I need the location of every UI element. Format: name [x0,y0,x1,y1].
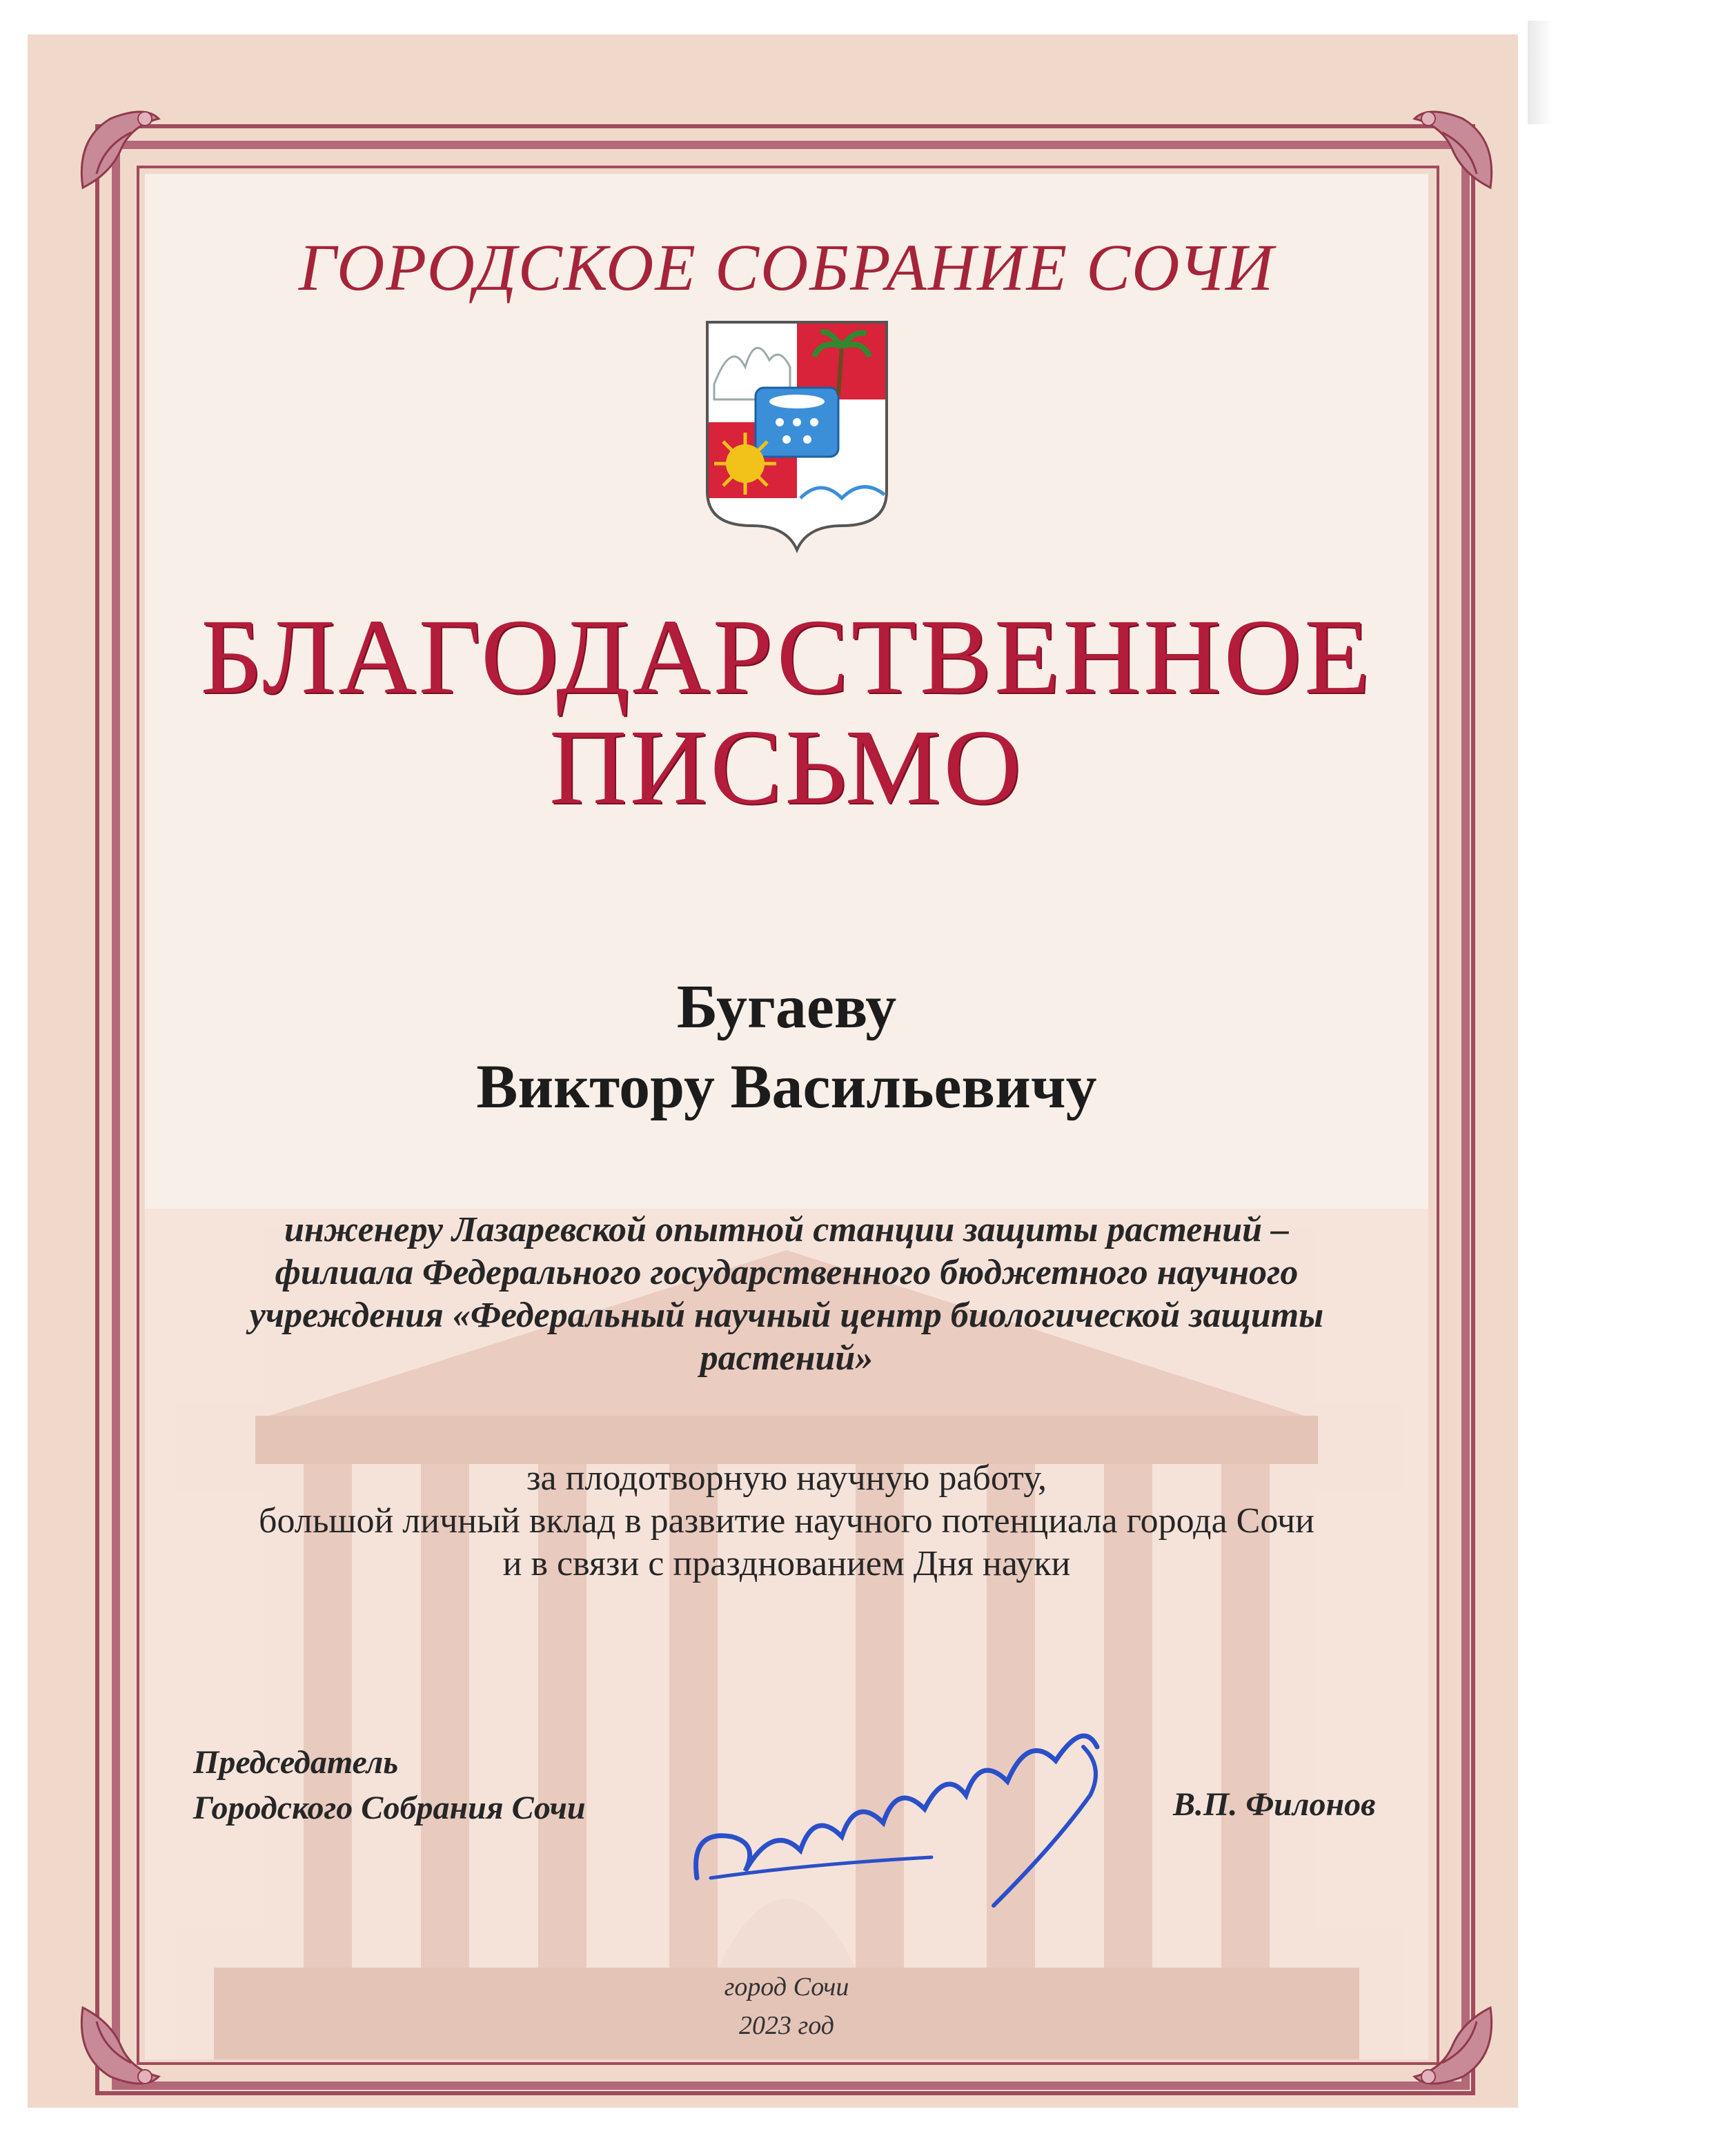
recipient-name [145,967,1428,1127]
position-line: филиала Федерального государственного бюджетного научного [275,1253,1299,1292]
document-title [145,597,1428,827]
signatory-title-line: Городского Собрания Сочи [193,1790,586,1826]
year-label: 2023 год [738,2011,835,2040]
position-line: растений» [700,1338,874,1378]
certificate-panel [145,174,1428,2059]
document-title-line2: ПИСЬМО [549,707,1025,827]
reason-line: за плодотворную научную работу, [526,1458,1047,1498]
signatory-name: В.П. Филонов [1173,1786,1376,1823]
position-line: инженеру Лазаревской опытной станции защиты растений – [284,1210,1290,1249]
certificate-sheet [28,34,1518,2108]
scan-edge-shadow [1528,21,1552,124]
sochi-coat-of-arms-icon [704,319,890,553]
recipient-given-names: Виктору Васильевичу [476,1053,1097,1121]
reason-line: и в связи с празднованием Дня науки [502,1544,1071,1583]
reason-line: большой личный вклад в развитие научного потенциала города Сочи [259,1501,1314,1541]
document-title-line1: БЛАГОДАРСТВЕННОЕ [200,597,1373,716]
handwritten-signature [669,1705,1152,1912]
signatory-title-line: Председатель [193,1744,399,1781]
organization-title: ГОРОДСКОЕ СОБРАНИЕ СОЧИ [298,230,1275,304]
place-and-year [145,1968,1428,2045]
recipient-position [145,1209,1428,1380]
signatory-title [193,1740,586,1831]
city-label: город Сочи [724,1972,849,2001]
award-reason [145,1457,1428,1585]
recipient-surname: Бугаеву [676,973,897,1041]
position-line: учреждения «Федеральный научный центр биологической защиты [249,1296,1324,1335]
